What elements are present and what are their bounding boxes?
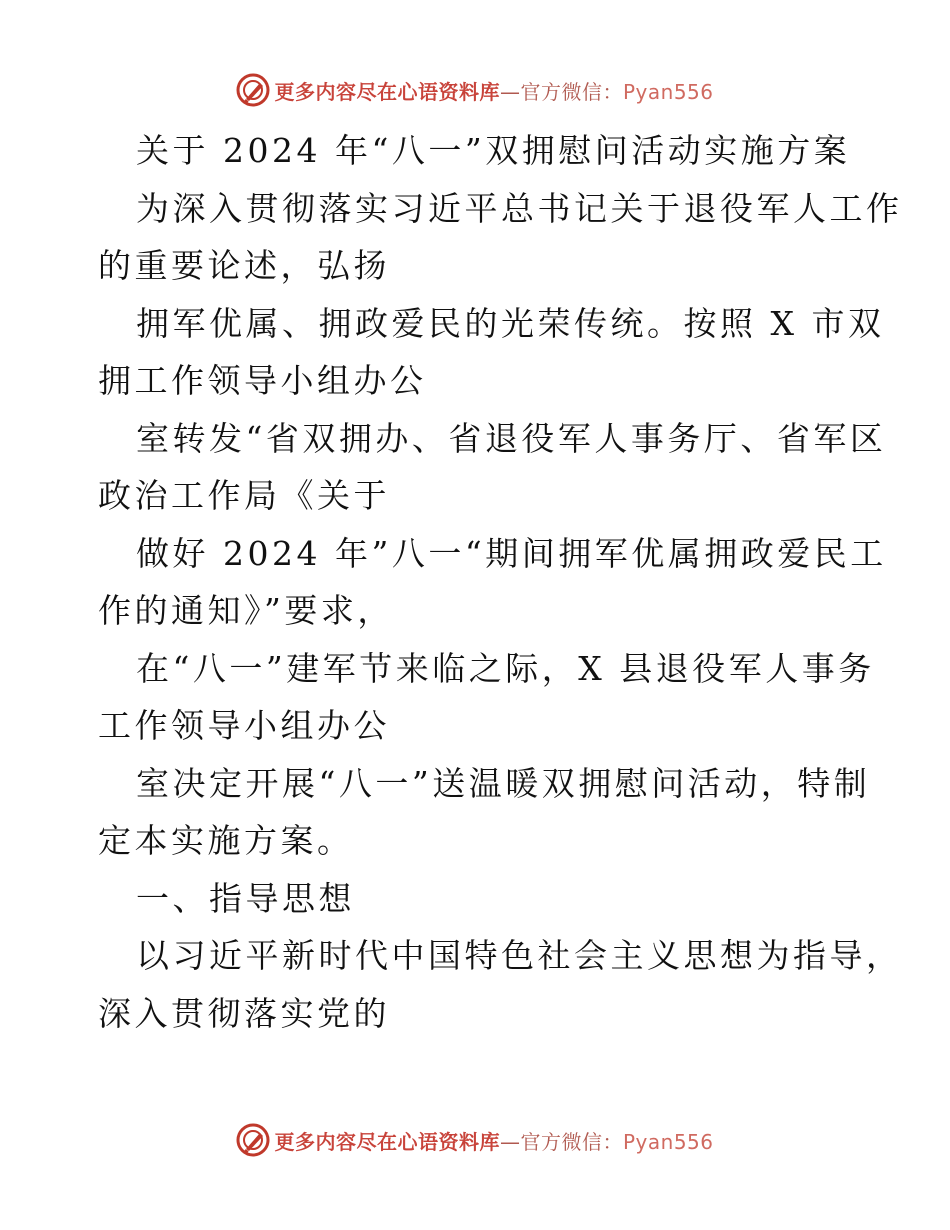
document-line: 定本实施方案。	[98, 821, 354, 860]
document-line: 工作领导小组办公	[98, 706, 390, 745]
document-line: 一、指导思想	[136, 878, 355, 918]
watermark-sub: —官方微信：	[499, 1129, 623, 1154]
pen-logo-icon	[236, 1123, 270, 1157]
pen-logo-icon	[236, 73, 270, 107]
watermark-sub: —官方微信：	[499, 79, 623, 104]
document-line: 的重要论述，弘扬	[98, 246, 390, 285]
document-line: 室决定开展“八一”送温暖双拥慰问活动，特制	[136, 763, 871, 803]
watermark-main: 更多内容尽在心语资料库	[274, 79, 500, 104]
document-line: 为深入贯彻落实习近平总书记关于退役军人工作	[136, 188, 903, 228]
document-line: 拥工作领导小组办公	[98, 361, 427, 400]
watermark-main: 更多内容尽在心语资料库	[274, 1129, 500, 1154]
document-line: 深入贯彻落实党的	[98, 993, 390, 1033]
watermark-id: Pyan556	[622, 1129, 714, 1154]
watermark-text	[274, 1126, 713, 1155]
document-line: 政治工作局《关于	[98, 476, 390, 515]
watermark-id: Pyan556	[622, 79, 714, 104]
document-line: 以习近平新时代中国特色社会主义思想为指导，	[136, 936, 903, 975]
footer-watermark	[0, 1120, 950, 1160]
header-watermark	[0, 70, 950, 110]
document-line: 拥军优属、拥政爱民的光荣传统。按照 X 市双	[136, 303, 885, 343]
document-line: 在“八一”建军节来临之际，X 县退役军人事务	[136, 648, 875, 688]
document-body	[98, 122, 903, 1042]
document-line: 作的通知》”要求，	[98, 591, 394, 630]
document-line: 室转发“省双拥办、省退役军人事务厅、省军区	[136, 418, 887, 458]
document-line: 关于 2024 年“八一”双拥慰问活动实施方案	[136, 131, 851, 170]
watermark-text	[274, 76, 713, 105]
document-line: 做好 2024 年”八一“期间拥军优属拥政爱民工	[136, 533, 887, 573]
